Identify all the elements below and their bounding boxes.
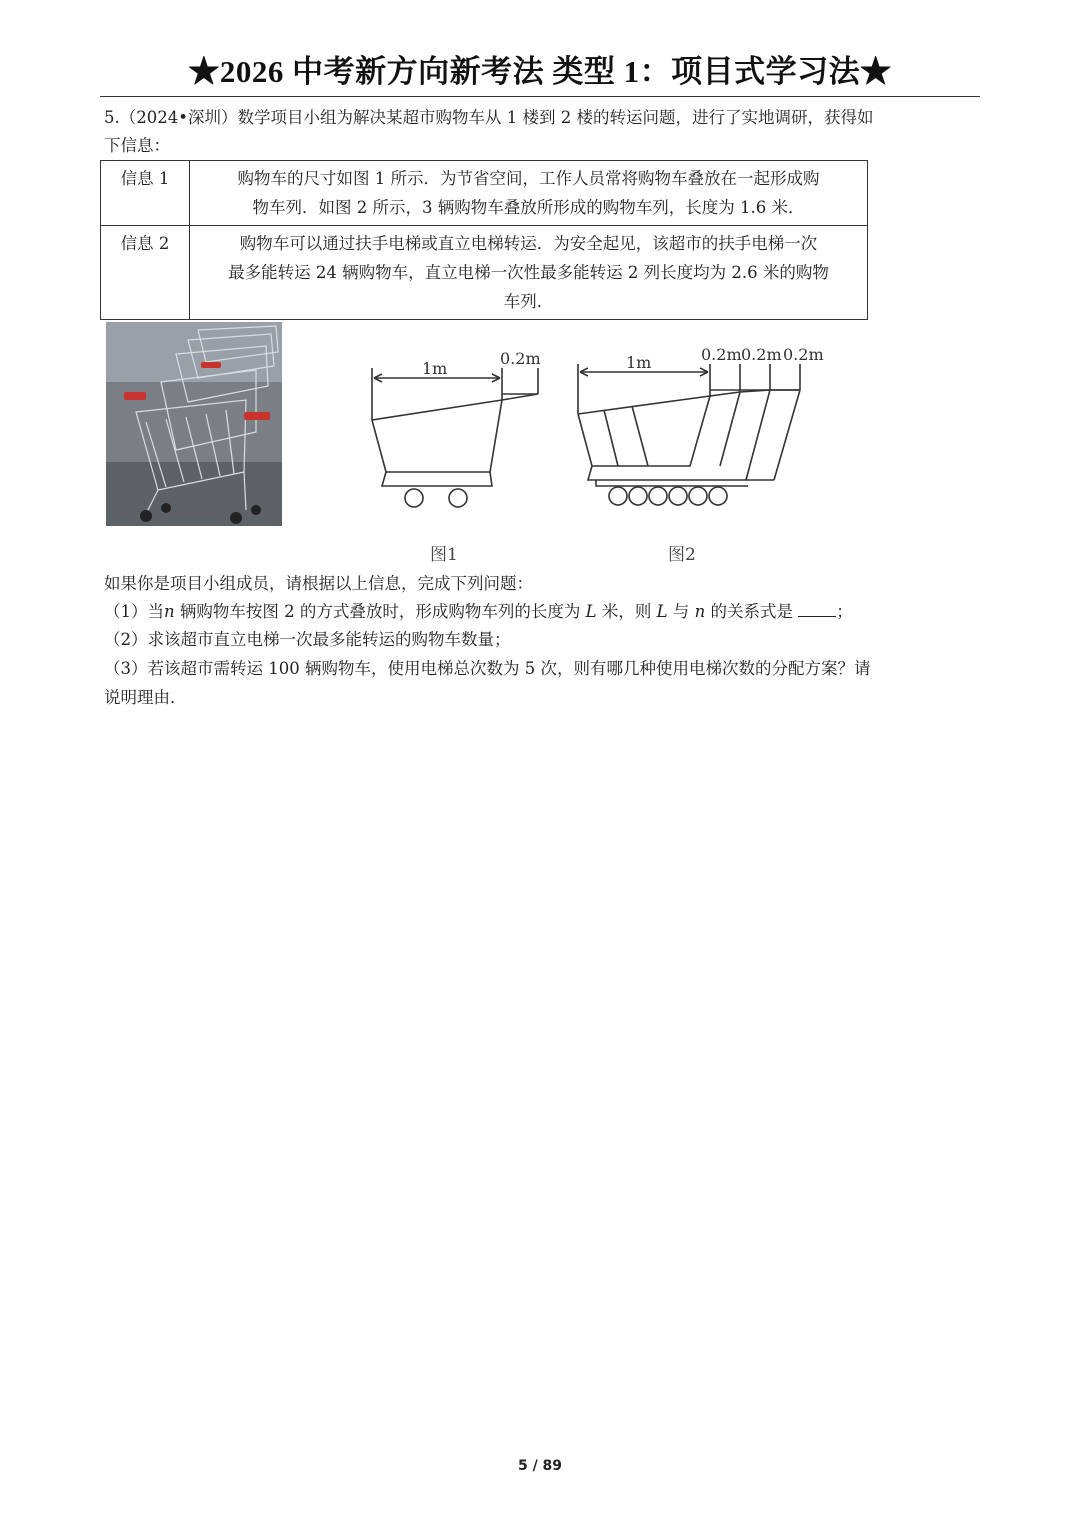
- info-text-2-line-2: 最多能转运 24 辆购物车，直立电梯一次性最多能转运 2 列长度均为 2.6 米的购物: [228, 263, 829, 282]
- q1-var-L2: L: [656, 602, 668, 621]
- info-text-2: [190, 226, 868, 320]
- q1-answer-blank: [798, 602, 836, 617]
- info-text-1-line-2: 物车列．如图 2 所示，3 辆购物车叠放所形成的购物车列，长度为 1.6 米．: [252, 198, 805, 217]
- q1-text-f: ；: [836, 602, 853, 621]
- q1-text-c: 米，则: [596, 602, 657, 621]
- figure-2-caption: 图2: [668, 545, 696, 565]
- info-text-2-line-1: 购物车可以通过扶手电梯或直立电梯转运．为安全起见，该超市的扶手电梯一次: [239, 234, 818, 253]
- page-number: 5 / 89: [517, 1458, 563, 1474]
- figure-2-diagram: [578, 364, 800, 505]
- q1-text-d: 与: [667, 602, 695, 621]
- q1-text-e: 的关系式是: [705, 602, 799, 621]
- q1-var-L: L: [585, 602, 597, 621]
- cart-dimension-diagrams: [360, 330, 840, 565]
- problem-intro-line1: 5.（2024•深圳）数学项目小组为解决某超市购物车从 1 楼到 2 楼的转运问题，进行了实地调研，获得如: [104, 108, 874, 127]
- question-3-line1: （3）若该超市需转运 100 辆购物车，使用电梯总次数为 5 次，则有哪几种使用电梯次数的分配方案？请: [104, 659, 871, 678]
- q1-text-a: （1）当: [104, 602, 164, 621]
- info-row-1: [101, 161, 868, 226]
- info-text-1: [190, 161, 868, 226]
- page-header-title: ★2026 中考新方向新考法 类型 1：项目式学习法★: [100, 52, 980, 97]
- fig2-offset-3: 0.2m: [783, 345, 824, 364]
- figure-1-caption: 图1: [430, 545, 458, 565]
- question-2: （2）求该超市直立电梯一次最多能转运的购物车数量；: [104, 630, 511, 649]
- info-text-2-line-3: 车列．: [503, 292, 554, 311]
- info-label-2: 信息 2: [101, 226, 190, 320]
- fig2-offset-2: 0.2m: [741, 345, 782, 364]
- info-text-1-line-1: 购物车的尺寸如图 1 所示．为节省空间，工作人员常将购物车叠放在一起形成购: [237, 169, 820, 188]
- fig1-length-main: 1m: [422, 359, 448, 378]
- q1-text-b: 辆购物车按图 2 的方式叠放时，形成购物车列的长度为: [174, 602, 586, 621]
- question-1: [104, 602, 853, 622]
- q1-var-n: n: [164, 602, 175, 621]
- fig1-length-offset: 0.2m: [500, 349, 541, 368]
- question-prompt: 如果你是项目小组成员，请根据以上信息，完成下列问题：: [104, 574, 533, 593]
- figure-1-diagram: [372, 368, 538, 507]
- shopping-cart-photo: [106, 322, 282, 526]
- fig2-length-main: 1m: [626, 353, 652, 372]
- q1-var-n2: n: [694, 602, 706, 621]
- info-label-1: 信息 1: [101, 161, 190, 226]
- question-3-line2: 说明理由．: [104, 688, 187, 707]
- info-row-2: [101, 226, 868, 320]
- problem-intro-line2: 下信息：: [104, 136, 170, 155]
- info-table: [100, 160, 868, 320]
- fig2-offset-1: 0.2m: [701, 345, 742, 364]
